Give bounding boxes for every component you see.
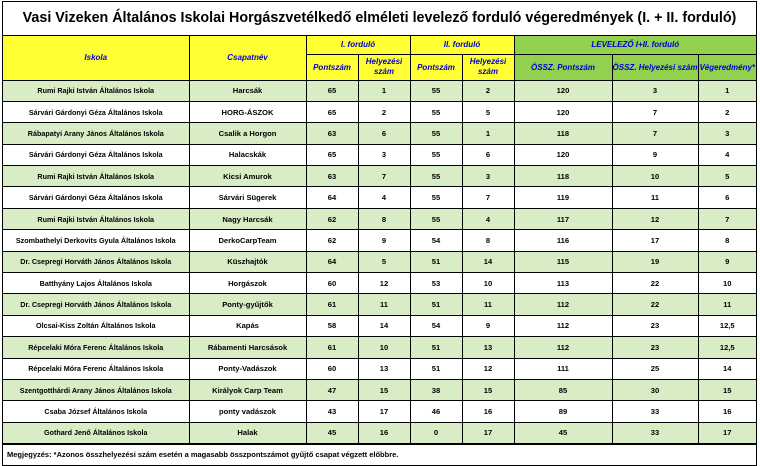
cell-round1-points: 45 — [306, 422, 358, 443]
cell-school: Gothard Jenő Általános Iskola — [3, 422, 189, 443]
cell-sum-rank: 23 — [612, 315, 698, 336]
cell-round1-points: 65 — [306, 101, 358, 122]
cell-sum-points: 117 — [514, 208, 612, 229]
table-row — [3, 422, 756, 443]
cell-sum-points: 113 — [514, 273, 612, 294]
cell-team: Halacskák — [189, 144, 306, 165]
cell-final: 3 — [698, 123, 756, 144]
cell-round2-points: 51 — [410, 358, 462, 379]
cell-sum-rank: 7 — [612, 101, 698, 122]
cell-sum-rank: 7 — [612, 123, 698, 144]
cell-round2-points: 54 — [410, 230, 462, 251]
cell-final: 7 — [698, 208, 756, 229]
cell-school: Dr. Csepregi Horváth János Általános Iskola — [3, 294, 189, 315]
table-row — [3, 337, 756, 358]
cell-team: Küszhajtók — [189, 251, 306, 272]
cell-round1-rank: 1 — [358, 80, 410, 101]
cell-round2-points: 46 — [410, 401, 462, 422]
cell-round1-rank: 12 — [358, 273, 410, 294]
cell-round1-rank: 14 — [358, 315, 410, 336]
cell-round2-rank: 12 — [462, 358, 514, 379]
cell-team: Kapás — [189, 315, 306, 336]
cell-final: 2 — [698, 101, 756, 122]
cell-sum-points: 89 — [514, 401, 612, 422]
cell-round2-points: 55 — [410, 144, 462, 165]
cell-final: 10 — [698, 273, 756, 294]
cell-round2-rank: 8 — [462, 230, 514, 251]
cell-round2-points: 55 — [410, 123, 462, 144]
cell-round2-points: 51 — [410, 251, 462, 272]
cell-team: Királyok Carp Team — [189, 379, 306, 400]
cell-round2-rank: 17 — [462, 422, 514, 443]
cell-final: 12,5 — [698, 315, 756, 336]
cell-sum-points: 45 — [514, 422, 612, 443]
cell-round2-points: 55 — [410, 101, 462, 122]
table-row — [3, 230, 756, 251]
cell-round2-rank: 13 — [462, 337, 514, 358]
cell-round2-rank: 1 — [462, 123, 514, 144]
cell-sum-points: 112 — [514, 315, 612, 336]
results-table — [3, 36, 756, 444]
header-final: Végeredmény* — [698, 54, 756, 80]
cell-sum-rank: 23 — [612, 337, 698, 358]
cell-school: Szentgotthárdi Arany János Általános Iskola — [3, 379, 189, 400]
cell-final: 1 — [698, 80, 756, 101]
cell-school: Rábapatyi Arany János Általános Iskola — [3, 123, 189, 144]
cell-sum-rank: 12 — [612, 208, 698, 229]
cell-sum-points: 120 — [514, 144, 612, 165]
cell-round2-rank: 4 — [462, 208, 514, 229]
cell-sum-rank: 33 — [612, 401, 698, 422]
cell-final: 17 — [698, 422, 756, 443]
cell-round1-points: 58 — [306, 315, 358, 336]
cell-round1-rank: 5 — [358, 251, 410, 272]
cell-round2-rank: 5 — [462, 101, 514, 122]
cell-sum-points: 85 — [514, 379, 612, 400]
table-row — [3, 80, 756, 101]
cell-team: Sárvári Sügerek — [189, 187, 306, 208]
cell-round1-rank: 3 — [358, 144, 410, 165]
header-sum-rank: ÖSSZ. Helyezési szám — [612, 54, 698, 80]
cell-round2-points: 38 — [410, 379, 462, 400]
cell-round2-points: 55 — [410, 208, 462, 229]
cell-sum-points: 120 — [514, 80, 612, 101]
cell-team: HORG-ÁSZOK — [189, 101, 306, 122]
cell-school: Olcsai-Kiss Zoltán Általános Iskola — [3, 315, 189, 336]
header-round1: I. forduló — [306, 36, 410, 54]
cell-round2-points: 54 — [410, 315, 462, 336]
cell-round1-rank: 10 — [358, 337, 410, 358]
cell-round1-rank: 15 — [358, 379, 410, 400]
cell-final: 14 — [698, 358, 756, 379]
cell-final: 11 — [698, 294, 756, 315]
table-row — [3, 379, 756, 400]
table-row — [3, 166, 756, 187]
cell-round1-rank: 2 — [358, 101, 410, 122]
cell-round1-points: 61 — [306, 337, 358, 358]
cell-team: Rábamenti Harcsások — [189, 337, 306, 358]
cell-sum-rank: 17 — [612, 230, 698, 251]
cell-round1-points: 43 — [306, 401, 358, 422]
cell-school: Szombathelyi Derkovits Gyula Általános Iskola — [3, 230, 189, 251]
cell-round1-points: 65 — [306, 80, 358, 101]
cell-sum-rank: 25 — [612, 358, 698, 379]
cell-sum-points: 118 — [514, 166, 612, 187]
cell-round1-rank: 16 — [358, 422, 410, 443]
cell-school: Sárvári Gárdonyi Géza Általános Iskola — [3, 187, 189, 208]
table-row — [3, 187, 756, 208]
header-round2: II. forduló — [410, 36, 514, 54]
header-team: Csapatnév — [189, 36, 306, 80]
cell-school: Csaba József Általános Iskola — [3, 401, 189, 422]
cell-round2-rank: 6 — [462, 144, 514, 165]
cell-sum-points: 116 — [514, 230, 612, 251]
cell-team: DerkoCarpTeam — [189, 230, 306, 251]
cell-round2-rank: 14 — [462, 251, 514, 272]
header-total: LEVELEZŐ I+II. forduló — [514, 36, 756, 54]
cell-round1-points: 60 — [306, 273, 358, 294]
table-row — [3, 101, 756, 122]
cell-round2-rank: 10 — [462, 273, 514, 294]
cell-sum-rank: 9 — [612, 144, 698, 165]
cell-round1-points: 61 — [306, 294, 358, 315]
cell-school: Rumi Rajki István Általános Iskola — [3, 208, 189, 229]
cell-final: 15 — [698, 379, 756, 400]
footnote: Megjegyzés: *Azonos összhelyezési szám esetén a magasabb összpontszámot gyűjtő csapat végzett előbbre. — [3, 444, 756, 465]
table-row — [3, 401, 756, 422]
cell-round1-points: 64 — [306, 251, 358, 272]
cell-round1-rank: 6 — [358, 123, 410, 144]
cell-round2-points: 55 — [410, 187, 462, 208]
cell-sum-rank: 22 — [612, 294, 698, 315]
cell-team: ponty vadászok — [189, 401, 306, 422]
cell-round2-rank: 11 — [462, 294, 514, 315]
cell-round1-rank: 9 — [358, 230, 410, 251]
cell-final: 6 — [698, 187, 756, 208]
cell-round1-points: 64 — [306, 187, 358, 208]
cell-round2-points: 51 — [410, 294, 462, 315]
cell-sum-rank: 10 — [612, 166, 698, 187]
cell-school: Sárvári Gárdonyi Géza Általános Iskola — [3, 144, 189, 165]
cell-school: Répcelaki Móra Ferenc Általános Iskola — [3, 358, 189, 379]
cell-sum-rank: 30 — [612, 379, 698, 400]
cell-final: 12,5 — [698, 337, 756, 358]
cell-round2-rank: 9 — [462, 315, 514, 336]
cell-sum-points: 111 — [514, 358, 612, 379]
cell-round2-rank: 3 — [462, 166, 514, 187]
cell-round1-rank: 13 — [358, 358, 410, 379]
cell-school: Rumi Rajki István Általános Iskola — [3, 80, 189, 101]
header-round2-rank: Helyezési szám — [462, 54, 514, 80]
cell-team: Horgászok — [189, 273, 306, 294]
header-sum-points: ÖSSZ. Pontszám — [514, 54, 612, 80]
cell-final: 4 — [698, 144, 756, 165]
cell-team: Harcsák — [189, 80, 306, 101]
cell-round2-rank: 2 — [462, 80, 514, 101]
table-row — [3, 273, 756, 294]
cell-team: Ponty-Vadászok — [189, 358, 306, 379]
cell-sum-points: 112 — [514, 337, 612, 358]
header-round1-rank: Helyezési szám — [358, 54, 410, 80]
cell-round1-points: 60 — [306, 358, 358, 379]
cell-sum-rank: 22 — [612, 273, 698, 294]
cell-round2-points: 51 — [410, 337, 462, 358]
cell-team: Kicsi Amurok — [189, 166, 306, 187]
cell-round1-rank: 17 — [358, 401, 410, 422]
cell-school: Sárvári Gárdonyi Géza Általános Iskola — [3, 101, 189, 122]
cell-round2-points: 55 — [410, 166, 462, 187]
header-round2-points: Pontszám — [410, 54, 462, 80]
cell-round1-rank: 8 — [358, 208, 410, 229]
table-row — [3, 251, 756, 272]
cell-school: Répcelaki Móra Ferenc Általános Iskola — [3, 337, 189, 358]
cell-team: Halak — [189, 422, 306, 443]
cell-round1-rank: 4 — [358, 187, 410, 208]
results-sheet — [2, 1, 757, 466]
cell-round2-points: 55 — [410, 80, 462, 101]
table-row — [3, 294, 756, 315]
table-row — [3, 123, 756, 144]
cell-round2-points: 53 — [410, 273, 462, 294]
cell-sum-rank: 11 — [612, 187, 698, 208]
table-row — [3, 144, 756, 165]
cell-round1-points: 47 — [306, 379, 358, 400]
cell-round1-rank: 11 — [358, 294, 410, 315]
results-body — [3, 80, 756, 444]
cell-school: Batthyány Lajos Általános Iskola — [3, 273, 189, 294]
cell-round1-rank: 7 — [358, 166, 410, 187]
cell-school: Rumi Rajki István Általános Iskola — [3, 166, 189, 187]
cell-sum-points: 118 — [514, 123, 612, 144]
cell-sum-rank: 33 — [612, 422, 698, 443]
cell-round2-rank: 16 — [462, 401, 514, 422]
cell-round2-rank: 7 — [462, 187, 514, 208]
cell-school: Dr. Csepregi Horváth János Általános Iskola — [3, 251, 189, 272]
table-row — [3, 315, 756, 336]
cell-team: Ponty-gyűjtők — [189, 294, 306, 315]
cell-round2-rank: 15 — [462, 379, 514, 400]
cell-final: 5 — [698, 166, 756, 187]
header-round1-points: Pontszám — [306, 54, 358, 80]
cell-final: 16 — [698, 401, 756, 422]
cell-final: 8 — [698, 230, 756, 251]
cell-team: Csalik a Horgon — [189, 123, 306, 144]
cell-round1-points: 65 — [306, 144, 358, 165]
cell-final: 9 — [698, 251, 756, 272]
sheet-title: Vasi Vizeken Általános Iskolai Horgászvetélkedő elméleti levelező forduló végeredmények (I. + II. forduló) — [3, 2, 756, 36]
cell-round1-points: 62 — [306, 208, 358, 229]
cell-sum-rank: 3 — [612, 80, 698, 101]
cell-sum-points: 120 — [514, 101, 612, 122]
cell-round1-points: 62 — [306, 230, 358, 251]
table-row — [3, 358, 756, 379]
cell-sum-points: 112 — [514, 294, 612, 315]
cell-team: Nagy Harcsák — [189, 208, 306, 229]
header-school: Iskola — [3, 36, 189, 80]
cell-round2-points: 0 — [410, 422, 462, 443]
cell-sum-rank: 19 — [612, 251, 698, 272]
cell-sum-points: 115 — [514, 251, 612, 272]
cell-round1-points: 63 — [306, 123, 358, 144]
cell-sum-points: 119 — [514, 187, 612, 208]
table-row — [3, 208, 756, 229]
cell-round1-points: 63 — [306, 166, 358, 187]
